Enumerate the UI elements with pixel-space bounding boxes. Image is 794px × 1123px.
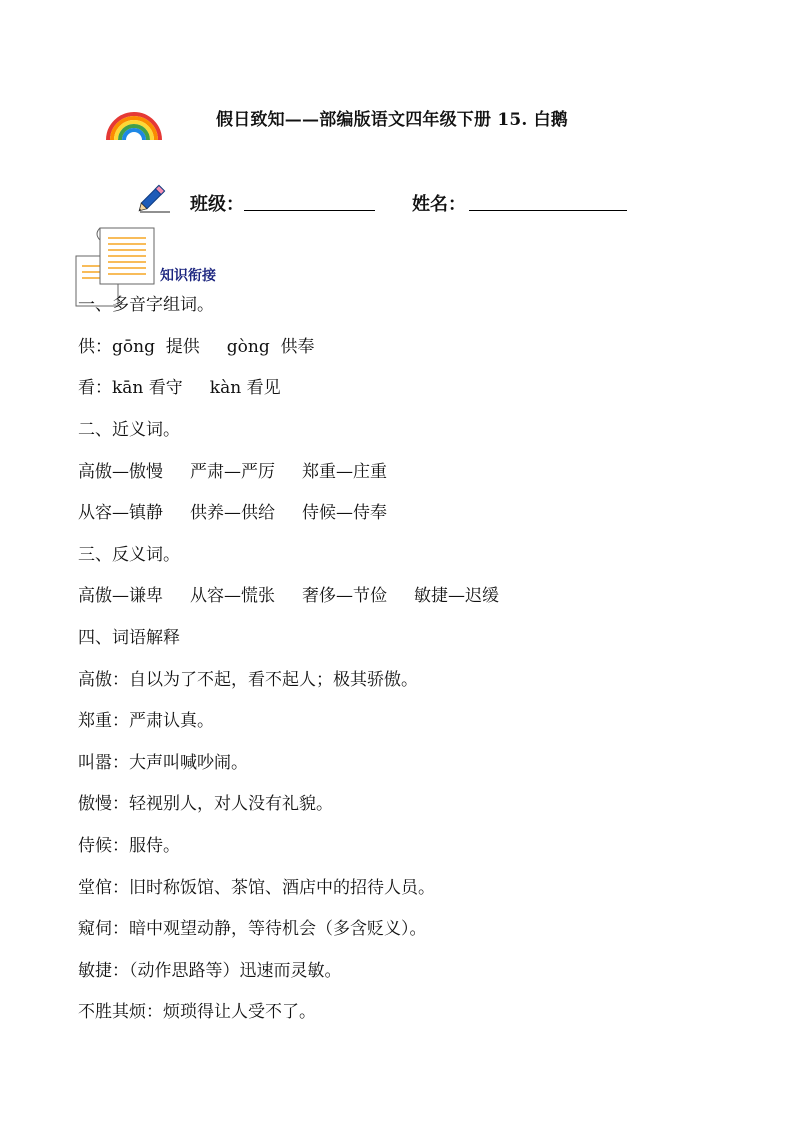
rainbow-icon — [104, 106, 164, 142]
name-field[interactable] — [469, 210, 627, 211]
class-field[interactable] — [244, 210, 375, 211]
line-antonyms: 高傲—谦卑 从容—慌张 奢侈—节俭 敏捷—迟缓 — [78, 586, 500, 606]
line-gong: 供：gōng 提供 gòng 供奉 — [78, 337, 315, 357]
line-synonym-heading: 二、近义词。 — [78, 420, 180, 440]
name-label: 姓名： — [412, 194, 466, 215]
line-polyphone-heading: 一、多音字组词。 — [78, 295, 214, 315]
line-def-zhengzhong: 郑重：严肃认真。 — [78, 711, 214, 731]
page-title: 假日致知——部编版语文四年级下册 15. 白鹅 — [216, 110, 569, 130]
line-def-tangguan: 堂倌：旧时称饭馆、茶馆、酒店中的招待人员。 — [78, 878, 435, 898]
line-def-shihou: 侍候：服侍。 — [78, 836, 180, 856]
line-kan: 看：kān 看守 kàn 看见 — [78, 378, 281, 398]
line-def-kuisi: 窥伺：暗中观望动静，等待机会（多含贬义）。 — [78, 919, 427, 939]
section-label: 知识衔接 — [160, 268, 216, 284]
line-synonyms-2: 从容—镇静 供养—供给 侍候—侍奉 — [78, 503, 388, 523]
line-def-aoman: 傲慢：轻视别人，对人没有礼貌。 — [78, 794, 333, 814]
pencil-icon — [136, 178, 172, 214]
line-def-gaoao: 高傲：自以为了不起，看不起人；极其骄傲。 — [78, 670, 418, 690]
line-synonyms-1: 高傲—傲慢 严肃—严厉 郑重—庄重 — [78, 462, 388, 482]
line-def-bushengqifan: 不胜其烦：烦琐得让人受不了。 — [78, 1002, 316, 1022]
line-antonym-heading: 三、反义词。 — [78, 545, 180, 565]
line-definition-heading: 四、词语解释 — [78, 628, 180, 648]
class-label: 班级： — [190, 194, 244, 215]
line-def-jiaoxiao: 叫嚣：大声叫喊吵闹。 — [78, 753, 248, 773]
line-def-minjie: 敏捷：（动作思路等）迅速而灵敏。 — [78, 961, 342, 981]
